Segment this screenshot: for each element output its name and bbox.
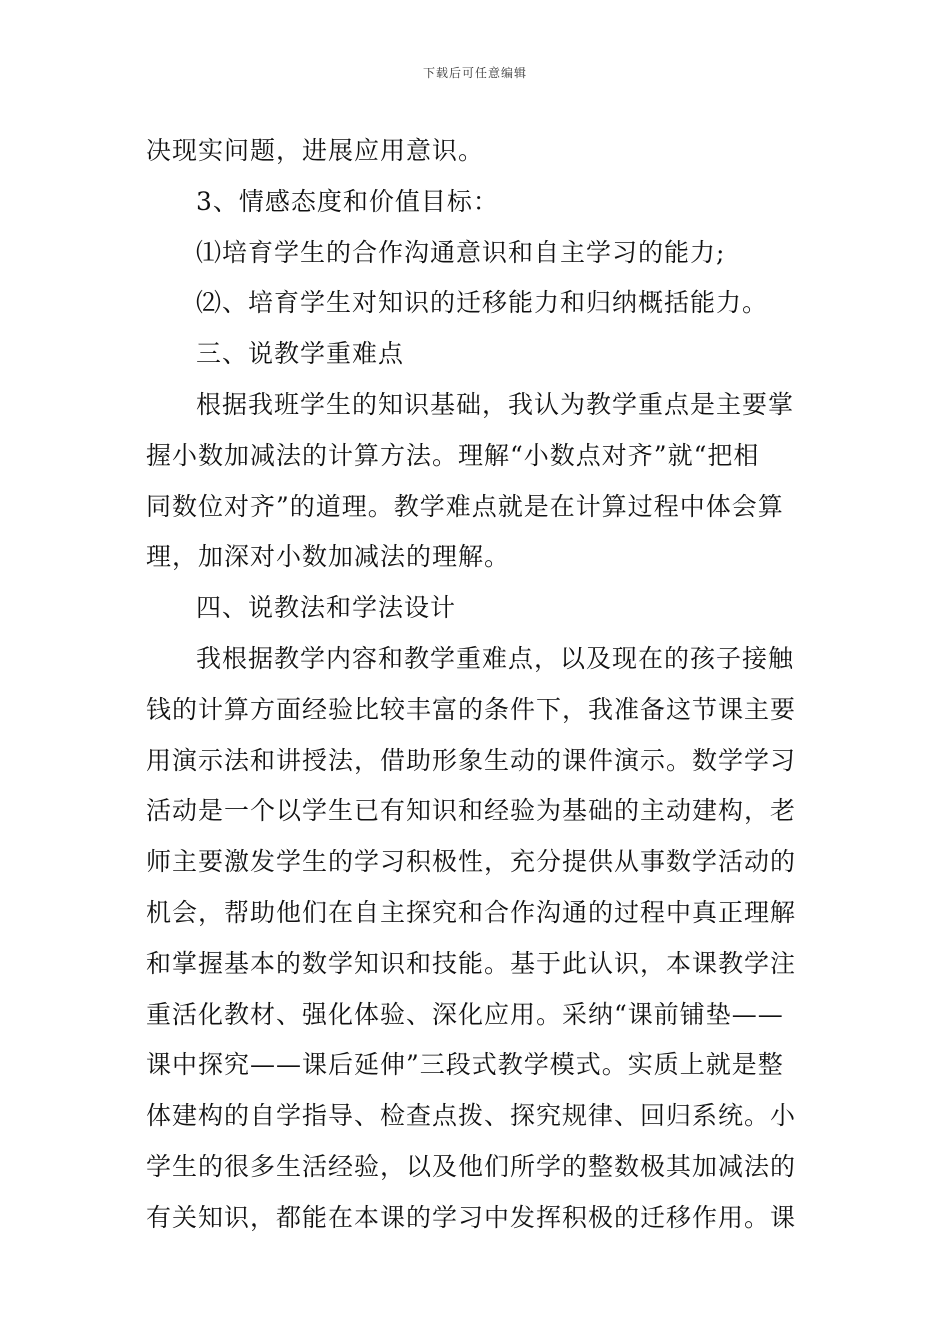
paragraph-line: 和掌握基本的数学知识和技能。基于此认识，本课教学注 (146, 948, 797, 978)
paragraph-line: 理，加深对小数加减法的理解。 (146, 542, 511, 572)
section-heading: 三、说教学重难点 (196, 339, 405, 369)
section-heading: 3、情感态度和价值目标： (196, 186, 499, 216)
paragraph-line: 活动是一个以学生已有知识和经验为基础的主动建构，老 (146, 796, 797, 826)
paragraph-line: 课中探究——课后延伸”三段式教学模式。实质上就是整 (146, 1050, 784, 1080)
paragraph-line: 有关知识，都能在本课的学习中发挥积极的迁移作用。课 (146, 1202, 797, 1232)
page-header: 下载后可任意编辑 (422, 66, 527, 80)
paragraph-line: 机会，帮助他们在自主探究和合作沟通的过程中真正理解 (146, 897, 797, 927)
paragraph-line: 用演示法和讲授法，借助形象生动的课件演示。数学学习 (146, 745, 797, 775)
text-line: 决现实问题，进展应用意识。 (146, 136, 485, 165)
paragraph-line: 学生的很多生活经验，以及他们所学的整数极其加减法的 (146, 1151, 797, 1181)
list-item: ⑴培育学生的合作沟通意识和自主学习的能力; (196, 237, 726, 267)
paragraph-line: 同数位对齐”的道理。教学难点就是在计算过程中体会算 (146, 491, 784, 521)
list-item: ⑵、培育学生对知识的迁移能力和归纳概括能力。 (196, 288, 769, 318)
paragraph-line: 师主要激发学生的学习积极性，充分提供从事数学活动的 (146, 847, 797, 877)
paragraph-line: 体建构的自学指导、检查点拨、探究规律、回归系统。小 (146, 1101, 797, 1131)
document-body (146, 126, 806, 1244)
paragraph-line: 我根据教学内容和教学重难点，以及现在的孩子接触 (196, 643, 795, 673)
paragraph-line: 握小数加减法的计算方法。理解“小数点对齐”就“把相 (146, 440, 760, 470)
paragraph-line: 根据我班学生的知识基础，我认为教学重点是主要掌 (196, 389, 795, 419)
paragraph-line: 重活化教材、强化体验、深化应用。采纳“课前铺垫—— (146, 999, 784, 1029)
paragraph-line: 钱的计算方面经验比较丰富的条件下，我准备这节课主要 (146, 694, 797, 724)
section-heading: 四、说教法和学法设计 (196, 593, 457, 623)
